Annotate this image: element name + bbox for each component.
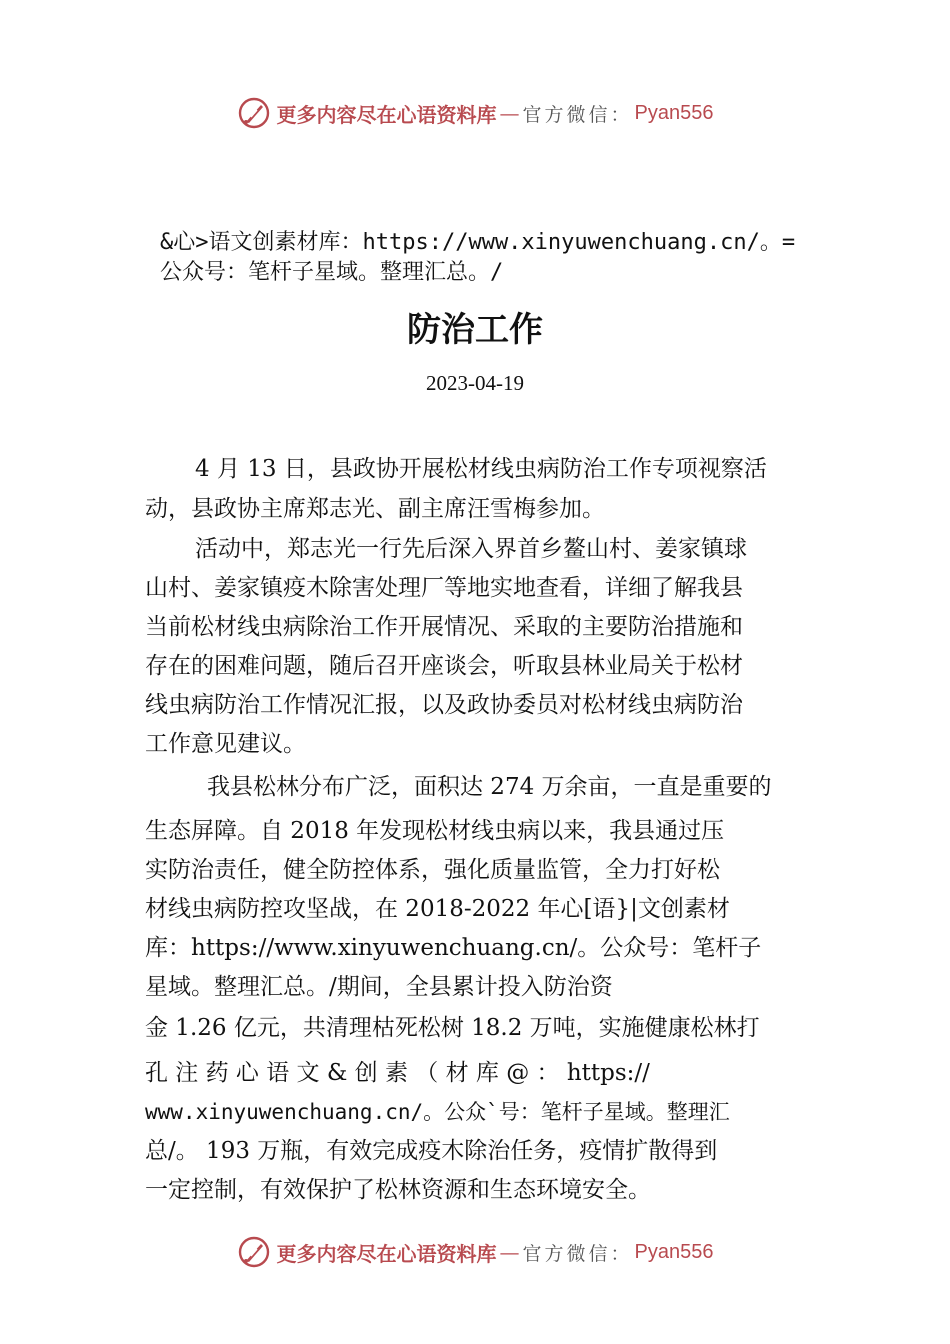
body-line: 动，县政协主席郑志光、副主席汪雪梅参加。 xyxy=(145,496,605,522)
body-line: 库：https://www.xinyuwenchuang.cn/。公众号：笔杆子 xyxy=(145,935,762,961)
banner-wechat-label: 官方微信： xyxy=(522,103,633,126)
banner-main-text: 更多内容尽在心语资料库 xyxy=(276,1241,497,1266)
body-line: 当前松材线虫病除治工作开展情况、采取的主要防治措施和 xyxy=(145,614,743,640)
banner-wechat-id: Pyan556 xyxy=(634,1240,714,1263)
banner-wechat-label: 官方微信： xyxy=(522,1242,633,1265)
banner-wechat-id: Pyan556 xyxy=(634,101,714,124)
header-banner xyxy=(0,93,950,133)
article-date: 2023-04-19 xyxy=(426,371,524,395)
source-note-line: 公众号：笔杆子星域。整理汇总。/ xyxy=(160,260,504,285)
banner-dash: — xyxy=(499,101,520,125)
banner-main-text: 更多内容尽在心语资料库 xyxy=(276,102,497,127)
body-line: 星域。整理汇总。/期间，全县累计投入防治资 xyxy=(145,974,613,1000)
body-line: 我县松林分布广泛，面积达 274 万余亩，一直是重要的 xyxy=(207,774,772,800)
body-line: 存在的困难问题，随后召开座谈会，听取县林业局关于松材 xyxy=(145,653,743,679)
body-line: 实防治责任，健全防控体系，强化质量监管，全力打好松 xyxy=(145,857,720,883)
body-line: 一定控制，有效保护了松林资源和生态环境安全。 xyxy=(145,1177,651,1203)
body-line: 总/。 193 万瓶，有效完成疫木除治任务，疫情扩散得到 xyxy=(145,1138,718,1164)
body-line: 孔 注 药 心 语 文 & 创 素 （ 材 库 @ ： https:// xyxy=(145,1060,650,1086)
source-note xyxy=(160,228,820,288)
banner-dash: — xyxy=(499,1240,520,1264)
quill-pen-icon xyxy=(237,96,271,130)
footer-banner xyxy=(0,1232,950,1272)
body-line: 4 月 13 日，县政协开展松材线虫病防治工作专项视察活 xyxy=(195,456,767,482)
body-line: www.xinyuwenchuang.cn/。公众`号：笔杆子星域。整理汇 xyxy=(145,1100,730,1124)
body-line: 线虫病防治工作情况汇报，以及政协委员对松材线虫病防治 xyxy=(145,692,743,718)
article-title: 防治工作 xyxy=(407,310,543,350)
body-line: 山村、姜家镇疫木除害处理厂等地实地查看，详细了解我县 xyxy=(145,575,743,601)
quill-pen-icon xyxy=(237,1235,271,1269)
body-line: 生态屏障。自 2018 年发现松材线虫病以来，我县通过压 xyxy=(145,818,725,844)
source-note-line: &心>语文创素材库：https://www.xinyuwenchuang.cn/。= xyxy=(160,230,796,255)
body-line: 活动中，郑志光一行先后深入界首乡鳌山村、姜家镇球 xyxy=(195,536,747,562)
body-line: 金 1.26 亿元，共清理枯死松树 18.2 万吨，实施健康松林打 xyxy=(145,1015,760,1041)
body-line: 工作意见建议。 xyxy=(145,731,306,757)
body-line: 材线虫病防控攻坚战，在 2018-2022 年心[语}|文创素材 xyxy=(145,896,730,922)
